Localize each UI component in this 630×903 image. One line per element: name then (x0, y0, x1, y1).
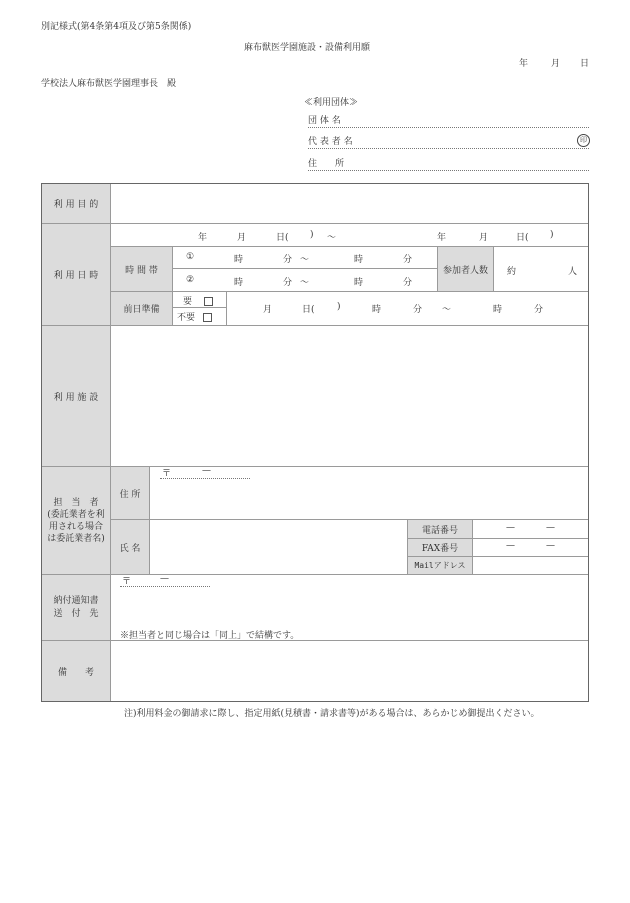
prep-not-required-checkbox[interactable] (203, 313, 212, 322)
prep-not-required-option[interactable]: 不要 (177, 310, 212, 323)
end-weekday-close: ) (550, 230, 554, 240)
contact-address-field[interactable] (150, 480, 588, 518)
mail-field[interactable] (473, 557, 588, 574)
prep-weekday-close: ) (337, 302, 341, 312)
footer-note: 注)利用料金の御請求に際し、指定用紙(見積書・請求書等)がある場合は、あらかじめ御提出ください。 (124, 709, 540, 719)
end-month-label: 月 (479, 233, 489, 243)
billing-postal-field[interactable] (120, 586, 210, 587)
facility-field[interactable] (111, 326, 588, 466)
date-month-label: 月 (551, 59, 561, 69)
phone-label: 電話番号 (408, 520, 472, 538)
org-address-label: 住 所 (308, 159, 345, 169)
mail-label: Mailアドレス (408, 557, 472, 574)
billing-note: ※担当者と同じ場合は「同上」で結構です。 (120, 631, 300, 641)
phone-field[interactable]: — — (506, 523, 555, 533)
remarks-label: 備 考 (42, 641, 110, 701)
slot-1-end-hour: 時 (354, 255, 364, 265)
prep-end-min: 分 (534, 305, 544, 315)
purpose-label: 利 用 目 的 (42, 184, 110, 223)
prep-month-label: 月 (263, 305, 273, 315)
participants-suffix: 人 (568, 267, 578, 277)
seal-icon: 印 (577, 134, 590, 147)
contact-address-label: 住 所 (111, 467, 149, 519)
billing-address-field[interactable] (111, 588, 588, 624)
prep-start-min: 分 (413, 305, 423, 315)
contact-postal-dash: — (202, 466, 211, 476)
end-day-label: 日( (516, 233, 529, 243)
time-slot-label: 時 間 帯 (111, 247, 172, 291)
purpose-field[interactable] (111, 184, 588, 223)
date-year-label: 年 (519, 59, 529, 69)
slot-1-marker: ① (186, 252, 195, 262)
facility-label: 利 用 施 設 (42, 326, 110, 466)
contact-name-label: 氏 名 (111, 520, 149, 574)
fax-label: FAX番号 (408, 539, 472, 556)
prep-start-hour: 時 (372, 305, 382, 315)
slot-2-end-hour: 時 (354, 278, 364, 288)
slot-2-tilde: ～ (300, 278, 310, 288)
datetime-label: 利 用 日 時 (42, 224, 110, 325)
slot-1-end-min: 分 (403, 255, 413, 265)
remarks-field[interactable] (111, 641, 588, 701)
end-year-label: 年 (437, 233, 447, 243)
slot-1-start-min: 分 (283, 255, 293, 265)
slot-2-start-hour: 時 (234, 278, 244, 288)
range-tilde: ～ (327, 233, 337, 243)
page-title: 麻布獣医学園施設・設備利用願 (244, 43, 371, 53)
slot-1-tilde: ～ (300, 255, 310, 265)
group-name-field[interactable] (308, 127, 589, 128)
prep-required-checkbox[interactable] (204, 297, 213, 306)
group-name-label: 団 体 名 (308, 116, 341, 126)
prep-day-label: 前日準備 (111, 292, 172, 325)
participants-field[interactable] (520, 250, 564, 286)
start-month-label: 月 (237, 233, 247, 243)
fax-field[interactable]: — — (506, 541, 555, 551)
addressee: 学校法人麻布獣医学園理事長 殿 (41, 79, 177, 89)
representative-label: 代 表 者 名 (308, 137, 353, 147)
contact-name-field[interactable] (150, 520, 406, 574)
start-weekday-close: ) (310, 230, 314, 240)
slot-2-start-min: 分 (283, 278, 293, 288)
prep-required-option[interactable]: 要 (183, 294, 213, 307)
contact-postal-mark: 〒 (162, 469, 172, 479)
slot-2-marker: ② (186, 275, 195, 285)
date-day-label: 日 (580, 59, 590, 69)
slot-2-end-min: 分 (403, 278, 413, 288)
prep-day-label-text: 日( (302, 305, 315, 315)
billing-label: 納付通知書 送 付 先 (42, 575, 110, 640)
participants-prefix: 約 (507, 267, 517, 277)
prep-tilde: ～ (442, 305, 452, 315)
organization-heading: ≪利用団体≫ (304, 98, 359, 108)
billing-postal-dash: — (160, 574, 169, 584)
contact-person-label: 担 当 者 (委託業者を利 用される場合 は委託業者名) (42, 467, 110, 574)
start-day-label: 日( (276, 233, 289, 243)
slot-1-start-hour: 時 (234, 255, 244, 265)
representative-field[interactable] (308, 148, 589, 149)
org-address-field[interactable] (308, 170, 589, 171)
form-reference: 別記様式(第4条第4項及び第5条関係) (41, 22, 192, 32)
billing-postal-mark: 〒 (122, 577, 132, 587)
start-year-label: 年 (198, 233, 208, 243)
participants-label: 参加者人数 (438, 247, 493, 291)
prep-end-hour: 時 (493, 305, 503, 315)
contact-postal-field[interactable] (160, 478, 250, 479)
